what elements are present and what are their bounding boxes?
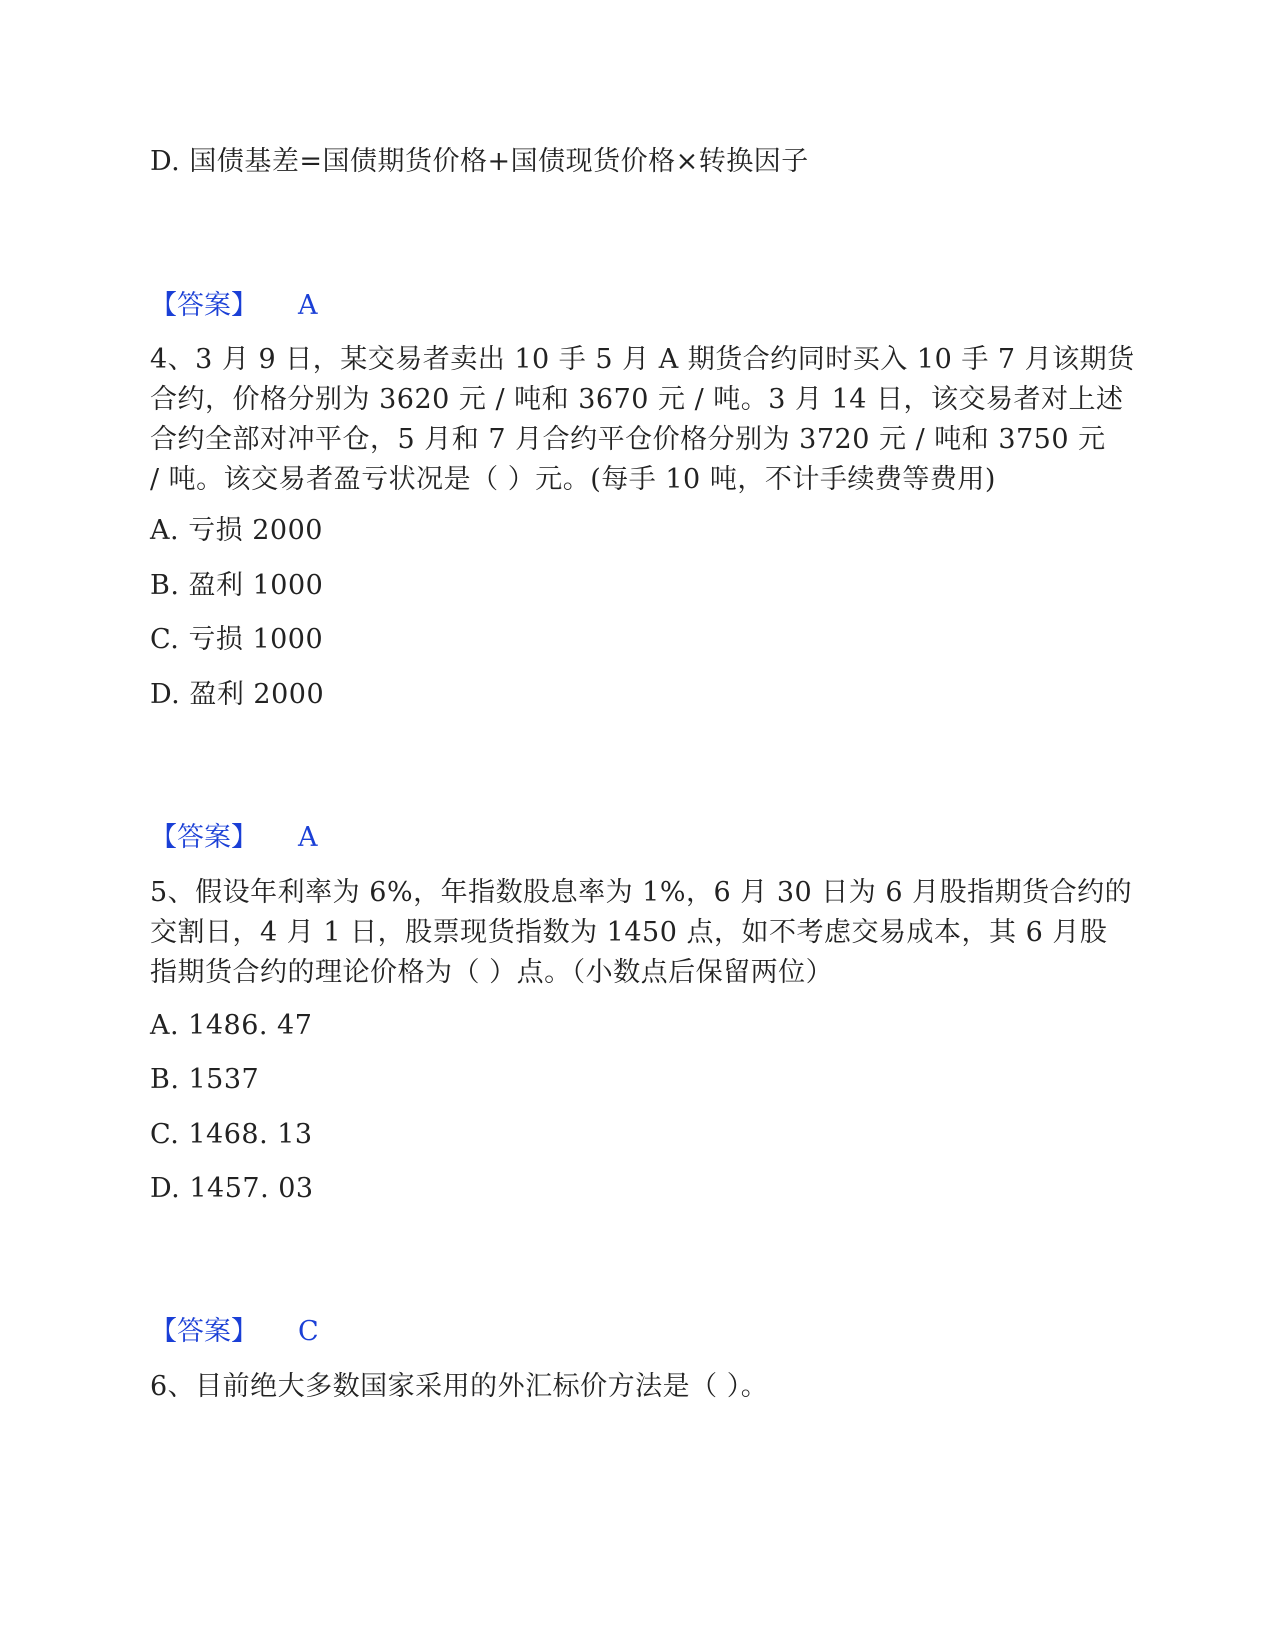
question-4-option-a: A. 亏损 2000	[150, 515, 323, 546]
question-5-option-d: D. 1457. 03	[150, 1173, 314, 1204]
question-5-line: 交割日，4 月 1 日，股票现货指数为 1450 点，如不考虑交易成本，其 6 月股	[150, 917, 1108, 948]
answer-value: C	[298, 1316, 319, 1347]
answer-label: 【答案】	[150, 290, 258, 321]
question-6: 6、目前绝大多数国家采用的外汇标价方法是（ ）。	[150, 1371, 769, 1402]
question-4-option-b: B. 盈利 1000	[150, 570, 324, 601]
question-5-line: 指期货合约的理论价格为（ ）点。（小数点后保留两位）	[150, 957, 834, 988]
answer-label: 【答案】	[150, 1316, 258, 1347]
question-4-line: / 吨。该交易者盈亏状况是（ ）元。(每手 10 吨，不计手续费等费用)	[150, 464, 996, 495]
question-4-line: 合约，价格分别为 3620 元 / 吨和 3670 元 / 吨。3 月 14 日，该交易者对上述	[150, 384, 1124, 415]
answer-4	[150, 818, 318, 858]
question-5-option-c: C. 1468. 13	[150, 1119, 313, 1150]
question-4	[150, 340, 1135, 500]
question-4-option-c: C. 亏损 1000	[150, 624, 324, 655]
question-5-line: 5、假设年利率为 6%，年指数股息率为 1%，6 月 30 日为 6 月股指期货合约的	[150, 877, 1133, 908]
question-4-line: 4、3 月 9 日，某交易者卖出 10 手 5 月 A 期货合约同时买入 10 手 7 月该期货	[150, 344, 1135, 375]
question-4-option-d: D. 盈利 2000	[150, 679, 325, 710]
answer-5	[150, 1312, 319, 1352]
answer-3	[150, 286, 318, 326]
answer-value: A	[298, 822, 318, 853]
q3-option-d: D. 国债基差=国债期货价格+国债现货价格×转换因子	[150, 146, 809, 177]
answer-label: 【答案】	[150, 822, 258, 853]
question-4-line: 合约全部对冲平仓，5 月和 7 月合约平仓价格分别为 3720 元 / 吨和 3750 元	[150, 424, 1106, 455]
question-5	[150, 873, 1133, 993]
answer-value: A	[298, 290, 318, 321]
question-5-option-b: B. 1537	[150, 1064, 260, 1095]
question-5-option-a: A. 1486. 47	[150, 1010, 313, 1041]
